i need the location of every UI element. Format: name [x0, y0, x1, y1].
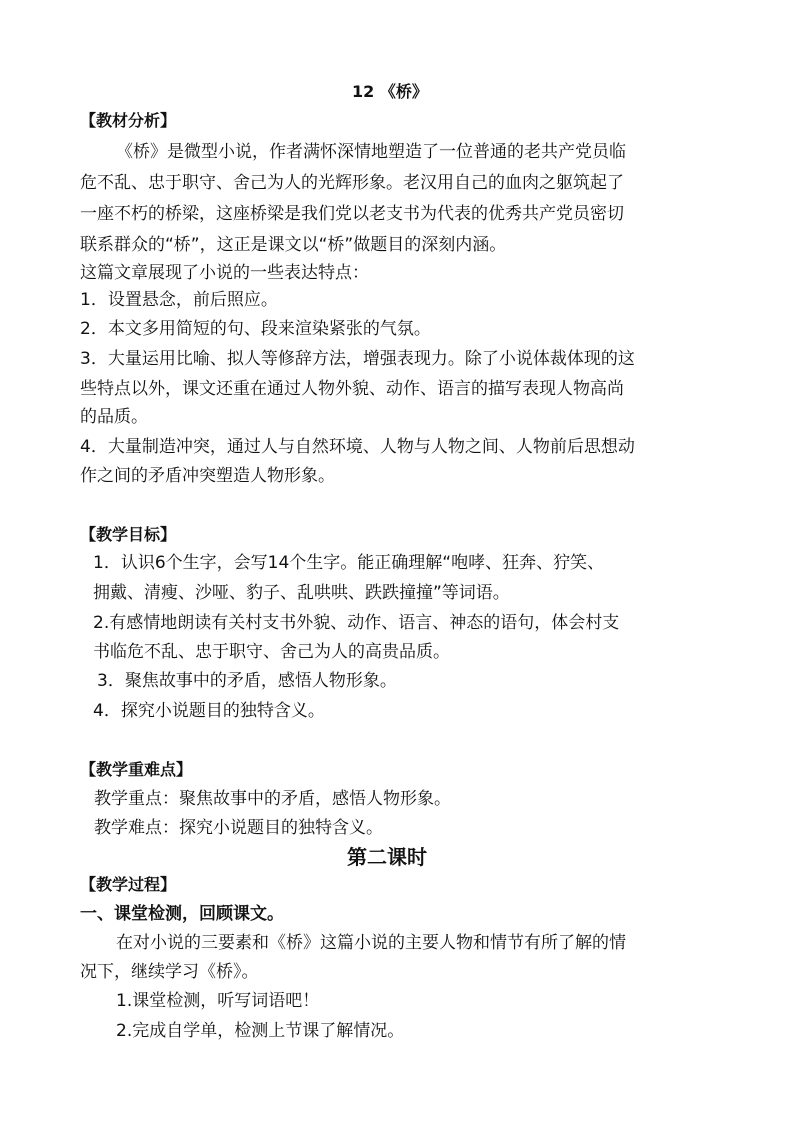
analysis-heading: 【教材分析】 [80, 111, 177, 130]
analysis-point: 1．设置悬念，前后照应。 [80, 290, 278, 310]
process-heading: 【教学过程】 [80, 875, 177, 894]
document-title: 12 《桥》 [352, 82, 428, 101]
process-step-heading: 一、课堂检测，回顾课文。 [80, 904, 284, 924]
key-point-line: 教学重点：聚焦故事中的矛盾，感悟人物形象。 [94, 789, 451, 809]
analysis-paragraph-line: 联系群众的“桥”，这正是课文以“桥”做题目的深刻内涵。 [80, 235, 507, 255]
process-paragraph-line: 在对小说的三要素和《桥》这篇小说的主要人物和情节有所了解的情 [116, 933, 626, 953]
analysis-intro: 这篇文章展现了小说的一些表达特点： [80, 263, 369, 283]
key-point-line: 教学难点：探究小说题目的独特含义。 [94, 818, 383, 838]
goal-line: 4．探究小说题目的独特含义。 [93, 701, 325, 721]
goal-line: 2.有感情地朗读有关村支书外貌、动作、语言、神态的语句，体会村支 [93, 613, 620, 633]
analysis-point: 2．本文多用简短的句、段来渲染紧张的气氛。 [80, 319, 431, 339]
goal-line: 书临危不乱、忠于职守、舍己为人的高贵品质。 [93, 642, 450, 662]
process-item: 2.完成自学单，检测上节课了解情况。 [116, 1021, 405, 1041]
analysis-point: 作之间的矛盾冲突塑造人物形象。 [80, 466, 335, 486]
goals-heading: 【教学目标】 [80, 525, 177, 544]
goal-line: 3．聚焦故事中的矛盾，感悟人物形象。 [97, 671, 397, 691]
analysis-point: 3．大量运用比喻、拟人等修辞方法，增强表现力。除了小说体裁体现的这 [80, 349, 635, 369]
analysis-point: 4．大量制造冲突，通过人与自然环境、人物与人物之间、人物前后思想动 [80, 437, 635, 457]
analysis-point: 些特点以外，课文还重在通过人物外貌、动作、语言的描写表现人物高尚 [80, 379, 624, 399]
lesson-title: 第二课时 [347, 845, 427, 869]
analysis-paragraph-line: 《桥》是微型小说，作者满怀深情地塑造了一位普通的老共产党员临 [116, 142, 626, 162]
process-item: 1.课堂检测，听写词语吧！ [116, 991, 320, 1011]
goal-line: 1．认识6个生字，会写14个生字。能正确理解“咆哮、狂奔、狞笑、 [93, 553, 605, 573]
analysis-point: 的品质。 [80, 407, 148, 427]
process-paragraph-line: 况下，继续学习《桥》。 [80, 962, 259, 982]
analysis-paragraph-line: 危不乱、忠于职守、舍己为人的光辉形象。老汉用自己的血肉之躯筑起了 [80, 173, 624, 193]
key-points-heading: 【教学重难点】 [80, 760, 193, 779]
goal-line: 拥戴、清瘦、沙哑、豹子、乱哄哄、跌跌撞撞”等词语。 [93, 583, 510, 603]
analysis-paragraph-line: 一座不朽的桥梁，这座桥梁是我们党以老支书为代表的优秀共产党员密切 [80, 204, 624, 224]
